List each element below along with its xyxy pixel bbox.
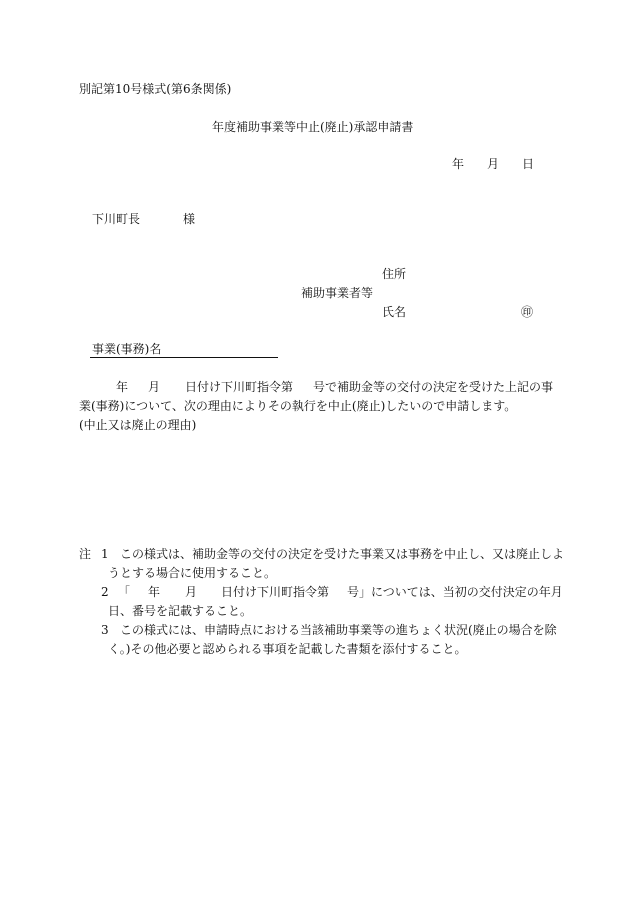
note-3-number: 3 [101, 623, 109, 637]
date-day-label: 日 [522, 157, 535, 171]
notes-prefix: 注 [79, 547, 92, 561]
body-line2: 業(事務)について、次の理由によりその執行を中止(廃止)したいので申請します。 [79, 399, 517, 413]
note-2-date-ref: 日付け下川町指令第 [221, 585, 330, 599]
note-3-line2: く。)その他必要と認められる事項を記載した書類を添付すること。 [108, 642, 467, 656]
body-year-label: 年 [116, 380, 129, 394]
reason-label: (中止又は廃止の理由) [79, 418, 197, 432]
body-line1-rest: 号で補助金等の交付の決定を受けた上記の事 [313, 380, 554, 394]
addressee-honorific: 様 [183, 212, 196, 226]
form-number: 別記第10号様式(第6条関係) [79, 82, 232, 96]
date-year-label: 年 [452, 157, 465, 171]
note-2-open-quote: 「 [118, 585, 131, 599]
seal-mark: ㊞ [521, 305, 534, 319]
note-1-line1: この様式は、補助金等の交付の決定を受けた事業又は事務を中止し、又は廃止しよ [120, 547, 565, 561]
note-1-line2: うとする場合に使用すること。 [108, 566, 277, 580]
note-2-number: 2 [101, 585, 109, 599]
addressee-name: 下川町長 [92, 212, 141, 226]
body-month-label: 月 [148, 380, 161, 394]
project-name-underline [90, 357, 278, 358]
note-2-rest: 号」については、当初の交付決定の年月 [347, 585, 563, 599]
date-month-label: 月 [487, 157, 500, 171]
project-name-label: 事業(事務)名 [92, 342, 162, 356]
applicant-role-label: 補助事業者等 [301, 286, 374, 300]
note-3-line1: この様式には、申請時点における当該補助事業等の進ちょく状況(廃止の場合を除 [120, 623, 557, 637]
body-date-ref: 日付け下川町指令第 [185, 380, 294, 394]
address-label: 住所 [382, 267, 407, 281]
note-1-number: 1 [101, 547, 109, 561]
name-label: 氏名 [382, 305, 407, 319]
document-title: 年度補助事業等中止(廃止)承認申請書 [212, 120, 414, 134]
note-2-year: 年 [148, 585, 161, 599]
note-2-month: 月 [185, 585, 198, 599]
note-2-line2: 日、番号を記載すること。 [108, 604, 253, 618]
